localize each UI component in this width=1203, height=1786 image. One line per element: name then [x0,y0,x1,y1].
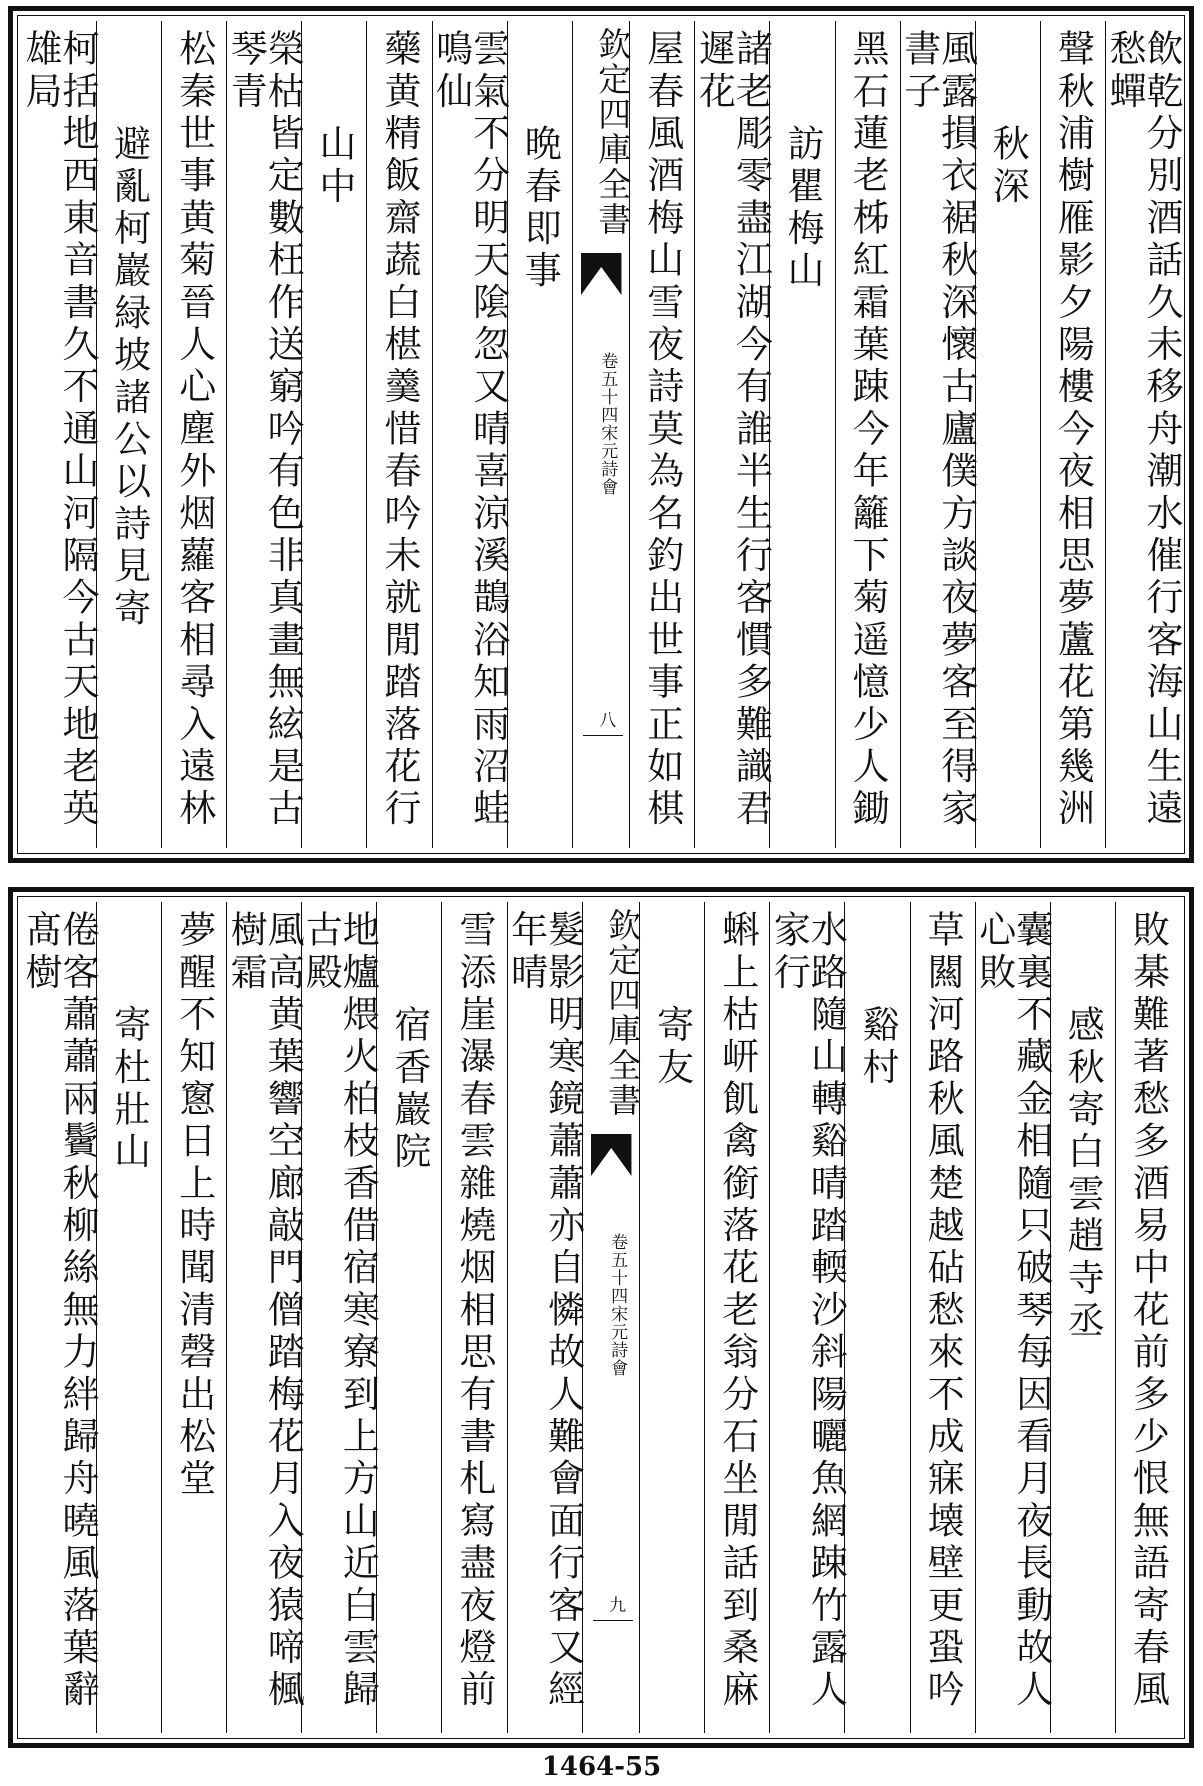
fold-rule [593,1620,633,1621]
text-column: 雲氣不分明天隂忽又晴喜涼溪鵲浴知雨沼蛙鳴仙 [432,21,507,848]
upper-page [8,6,1194,863]
text-column: 柯括地西東音書久不通山河隔今古天地老英雄局 [18,29,99,831]
text-column: 風露損衣裾秋深懷古廬僕方談夜夢客至得家書子 [900,21,975,848]
folio-number: 九 [605,1596,626,1615]
text-column: 松秦世事黄菊晉人心塵外烟蘿客相尋入遠林 [161,21,226,848]
text-column: 草闗河路秋風楚越砧愁來不成寐壊壁更蛩吟 [910,902,975,1733]
center-fold [572,21,633,848]
fold-volume [589,1230,633,1380]
fold-book-title: 宋元詩會 [597,424,618,496]
poem-title: 秋深 [975,21,1040,848]
fold-volume-number: 卷五十四 [597,352,618,424]
poem-title: 宿香巖院 [376,902,441,1733]
text-column: 水路隨山轉谿晴踏輭沙斜陽曬魚網踈竹露人家行 [769,902,844,1733]
poem-title: 谿村 [844,902,909,1733]
text-column: 髮影明寒鏡蕭蕭亦自憐故人難會面行客又經年晴 [507,902,582,1733]
text-column: 聲秋浦樹雁影夕陽樓今夜相思夢蘆花第幾洲 [1040,21,1105,848]
folio-number: 八 [595,711,616,730]
poem-title: 訪瞿梅山 [769,21,834,848]
center-fold [582,902,643,1733]
fold-book-title: 宋元詩會 [607,1305,628,1377]
text-columns [18,21,1183,848]
poem-title: 寄友 [639,902,704,1733]
text-column: 倦客蕭蕭兩鬢秋柳絲無力絆歸舟曉風落葉辭髙樹 [18,910,99,1712]
poem-title: 晩春即事 [507,21,572,848]
poem-title: 寄杜壯山 [96,902,161,1733]
text-column: 諸老彫零盡江湖今有誰半生行客慣多難識君遲花 [694,21,769,848]
text-column: 黑石蓮老柹紅霜葉踈今年籬下菊遥憶少人鋤 [835,21,900,848]
text-column: 屋春風酒梅山雪夜詩莫為名釣出世事正如棋 [629,21,694,848]
text-column: 藥黄精飯齋蔬白椹羹惜春吟未就閒踏落花行 [366,21,431,848]
fold-rule [583,735,623,736]
text-column: 雪添崖瀑春雲雜燒烟相思有書札寫盡夜燈前 [441,902,506,1733]
fold-header: 欽定四庫全書 [593,27,633,237]
text-column: 榮枯皆定數枉作送窮吟有色非真畫無絃是古琴青 [226,21,301,848]
text-column: 夢醒不知窻日上時聞清磬出松堂 [161,902,226,1733]
text-column: 飲乾分別酒話久未移舟潮水催行客海山生遠愁蟬 [1105,21,1180,848]
text-column: 地爐煨火柏枝香借宿寒寮到上方山近白雲歸古殿 [301,902,376,1733]
poem-title: 山中 [301,21,366,848]
poem-title: 避亂柯巖緑坡諸公以詩見寄 [96,21,161,848]
lower-page [8,887,1194,1748]
page-number: 1464-55 [541,1752,662,1782]
fish-tail-icon [581,253,621,295]
text-column: 敗棊難著愁多酒易中花前多少恨無語寄春風 [1115,902,1180,1733]
text-column: 蝌上枯岍飢禽銜落花老翁分石坐閒話到桑麻 [704,902,769,1733]
fold-volume-number: 卷五十四 [607,1233,628,1305]
text-column: 風高黄葉響空廊敲門僧踏梅花月入夜猿啼楓樹霜 [226,902,301,1733]
poem-title: 感秋寄白雲趙寺丞 [1050,902,1115,1733]
fold-volume [579,349,623,499]
fold-header: 欽定四庫全書 [603,908,643,1118]
fish-tail-icon [591,1134,631,1176]
text-column: 囊裏不藏金相隨只破琴每因看月夜長動故人心敗 [975,902,1050,1733]
text-columns [18,902,1180,1733]
